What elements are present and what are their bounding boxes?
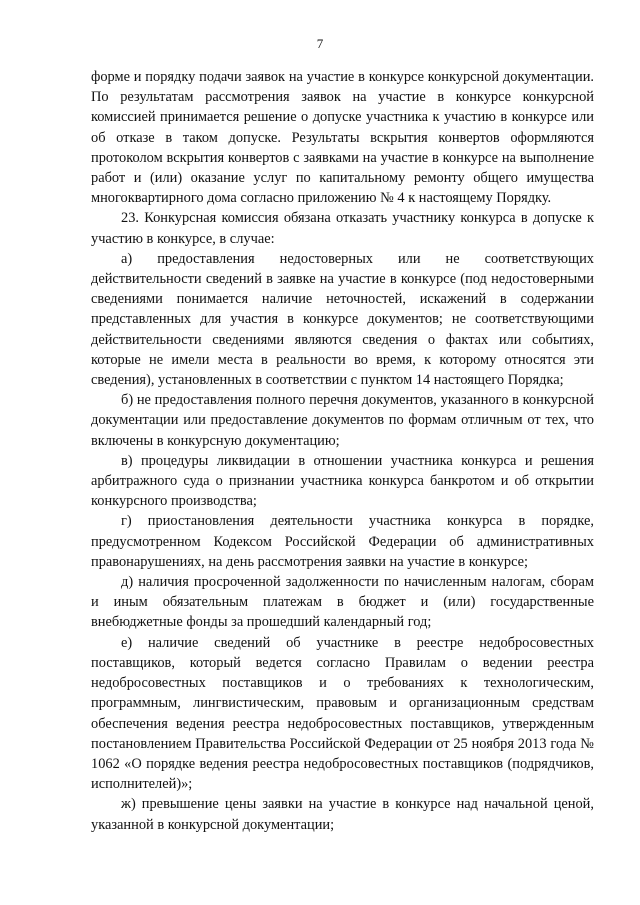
paragraph-item-zh: ж) превышение цены заявки на участие в конкурсе над начальной ценой, указанной в конкурсной документации; [91, 796, 594, 833]
page-number: 7 [316, 36, 324, 51]
paragraph-continuation: форме и порядку подачи заявок на участие в конкурсе конкурсной документации. По результатам рассмотрения заявок на участие в конкурсе конкурсной комиссией принимается решение о допуске участника к участию в конкурсе или об отказе в таком допуске. Результаты вскрытия конвертов оформляются протоколом вскрытия конвертов с заявками на участие в конкурсе на выполнение работ и (или) оказание услуг по капитальному ремонту общего имущества многоквартирного дома согласно приложению № 4 к настоящему Порядку. [91, 69, 594, 207]
paragraph-item-g: г) приостановления деятельности участника конкурса в порядке, предусмотренном Кодексом Российской Федерации об административных правонарушениях, на день рассмотрения заявки на участие в конкурсе; [91, 513, 594, 570]
paragraph-clause-23: 23. Конкурсная комиссия обязана отказать участнику конкурса в допуске к участию в конкурсе, в случае: [91, 210, 594, 247]
paragraph-item-a: а) предоставления недостоверных или не соответствующих действительности сведений в заявке на участие в конкурсе (под недостоверными сведениями понимается наличие неточностей, искажений в содержании представленных для участия в конкурсе документов; не соответствующими действительности сведениями являются сведения о фактах или событиях, которые не имели места в реальности во время, к которому относятся эти сведения), установленных в соответствии с пунктом 14 настоящего Порядка; [91, 250, 594, 389]
document-body [91, 67, 594, 835]
paragraph-item-d: д) наличия просроченной задолженности по начисленным налогам, сборам и иным обязательным платежам в бюджет и (или) государственные внебюджетные фонды за прошедший календарный год; [91, 574, 594, 631]
paragraph-item-v: в) процедуры ликвидации в отношении участника конкурса и решения арбитражного суда о признании участника конкурса банкротом и об открытии конкурсного производства; [91, 452, 594, 510]
paragraph-item-e: е) наличие сведений об участнике в реестре недобросовестных поставщиков, который ведется согласно Правилам о ведении реестра недобросовестных поставщиков и о требованиях к технологическим, программным, лингвистическим, правовым и организационным средствам обеспечения ведения реестра недобросовестных поставщиков, утвержденным постановлением Правительства Российской Федерации от 25 ноября 2013 года № 1062 «О порядке ведения реестра недобросовестных поставщиков (подрядчиков, исполнителей)»; [91, 634, 594, 793]
paragraph-item-b: б) не предоставления полного перечня документов, указанного в конкурсной документации или предоставление документов по формам отличным от тех, что включены в конкурсную документацию; [91, 392, 594, 449]
